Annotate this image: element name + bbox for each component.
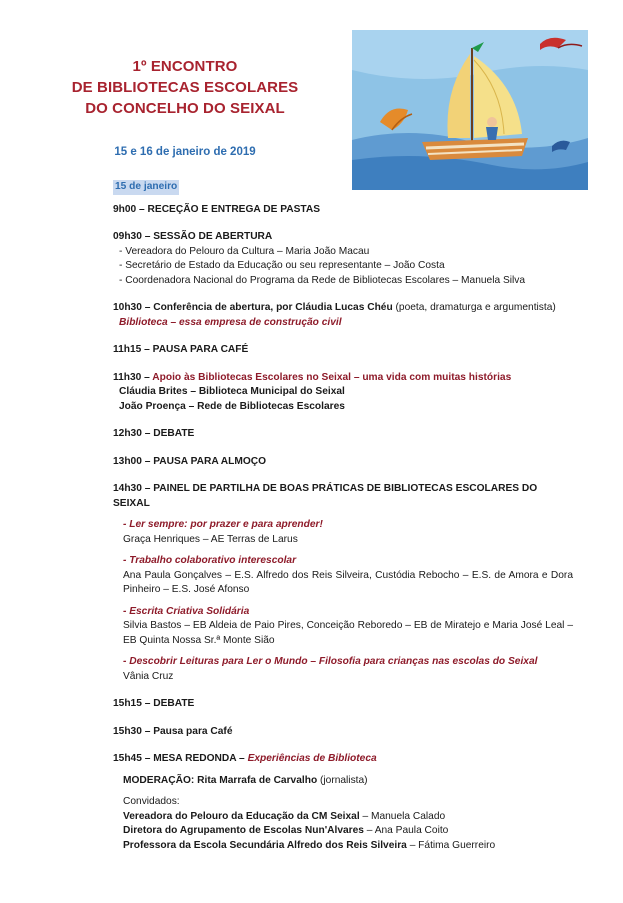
practice-1-title: - Ler sempre: por prazer e para aprender! bbox=[123, 519, 323, 530]
title-line-1: 1º ENCONTRO bbox=[132, 58, 238, 75]
conference-title: Conferência de abertura, por Cláudia Lucas Chéu bbox=[153, 302, 393, 313]
item-debate-2: 15h15 – DEBATE bbox=[113, 698, 195, 709]
round-table-title: Experiências de Biblioteca bbox=[247, 753, 377, 764]
program-content bbox=[113, 180, 573, 853]
guest-3: Professora da Escola Secundária Alfredo dos Reis Silveira – Fátima Guerreiro bbox=[123, 839, 496, 851]
practice-3-title: - Escrita Criativa Solidária bbox=[123, 605, 250, 617]
opening-speaker-3: - Coordenadora Nacional do Programa da Rede de Bibliotecas Escolares – Manuela Silva bbox=[119, 274, 526, 286]
round-table-moderation bbox=[113, 774, 573, 789]
practice-4-presenters: Vânia Cruz bbox=[123, 670, 174, 682]
conference-subtitle: Biblioteca – essa empresa de construção civil bbox=[119, 316, 342, 328]
panel-title: 14h30 – PAINEL DE PARTILHA DE BOAS PRÁTICAS DE BIBLIOTECAS ESCOLARES DO SEIXAL bbox=[113, 483, 538, 509]
title-line-3: DO CONCELHO DO SEIXAL bbox=[85, 100, 285, 117]
conference-time: 10h30 – bbox=[113, 302, 154, 313]
practice-2-title: - Trabalho colaborativo interescolar bbox=[123, 555, 297, 566]
event-dates: 15 e 16 de janeiro de 2019 bbox=[114, 146, 256, 158]
support-speaker-1: Cláudia Brites – Biblioteca Municipal do Seixal bbox=[119, 386, 345, 397]
practice-4 bbox=[113, 655, 573, 684]
guest-2: Diretora do Agrupamento de Escolas Nun'Alvares – Ana Paula Coito bbox=[123, 825, 449, 836]
book-boat-illustration bbox=[352, 30, 588, 190]
item-opening-conference bbox=[113, 301, 573, 330]
item-support-libraries bbox=[113, 371, 573, 415]
title-line-2: DE BIBLIOTECAS ESCOLARES bbox=[71, 79, 299, 96]
item-good-practices-panel bbox=[113, 482, 573, 684]
moderator-role: (jornalista) bbox=[317, 774, 368, 786]
item-debate-1: 12h30 – DEBATE bbox=[113, 428, 195, 439]
support-time: 11h30 – bbox=[113, 371, 153, 383]
practice-4-title: - Descobrir Leituras para Ler o Mundo – Filosofia para crianças nas escolas do Seixal bbox=[123, 656, 538, 667]
practice-3-presenters: Silvia Bastos – EB Aldeia de Paio Pires, Conceição Reboredo – EB de Miratejo e Maria José Leal – EB Quinta Nossa Sr.ª Monte Sião bbox=[123, 620, 573, 646]
opening-speaker-2: - Secretário de Estado da Educação ou seu representante – João Costa bbox=[119, 260, 445, 271]
moderator-name: MODERAÇÃO: Rita Marrafa de Carvalho bbox=[123, 774, 318, 786]
round-table-guests bbox=[113, 795, 573, 853]
practice-2-presenters: Ana Paula Gonçalves – E.S. Alfredo dos Reis Silveira, Custódia Rebocho – E.S. de Amora e Dora Pinheiro – E.S. José Afonso bbox=[123, 569, 573, 595]
item-coffee-break-2: 15h30 – Pausa para Café bbox=[113, 725, 233, 737]
item-reception: 9h00 – RECEÇÃO E ENTREGA DE PASTAS bbox=[113, 203, 320, 215]
opening-session-title: 09h30 – SESSÃO DE ABERTURA bbox=[113, 231, 273, 242]
event-title bbox=[60, 56, 310, 119]
item-opening-session bbox=[113, 230, 573, 288]
support-speaker-2: João Proença – Rede de Bibliotecas Escolares bbox=[119, 400, 345, 412]
round-table-time: 15h45 – MESA REDONDA – bbox=[113, 753, 248, 764]
support-title: Apoio às Bibliotecas Escolares no Seixal – uma vida com muitas histórias bbox=[152, 371, 512, 383]
item-lunch: 13h00 – PAUSA PARA ALMOÇO bbox=[113, 455, 267, 467]
practice-3 bbox=[113, 605, 573, 649]
practice-2 bbox=[113, 554, 573, 598]
conference-speaker-role: (poeta, dramaturga e argumentista) bbox=[392, 302, 556, 313]
day-heading: 15 de janeiro bbox=[113, 180, 179, 195]
opening-speaker-1: - Vereadora do Pelouro da Cultura – Maria João Macau bbox=[119, 245, 370, 257]
item-coffee-break-1: 11h15 – PAUSA PARA CAFÉ bbox=[113, 344, 249, 355]
item-round-table bbox=[113, 752, 573, 853]
guests-label: Convidados: bbox=[123, 796, 180, 807]
practice-1-presenters: Graça Henriques – AE Terras de Larus bbox=[123, 533, 298, 545]
practice-1 bbox=[113, 518, 573, 547]
guest-1: Vereadora do Pelouro da Educação da CM Seixal – Manuela Calado bbox=[123, 810, 446, 822]
